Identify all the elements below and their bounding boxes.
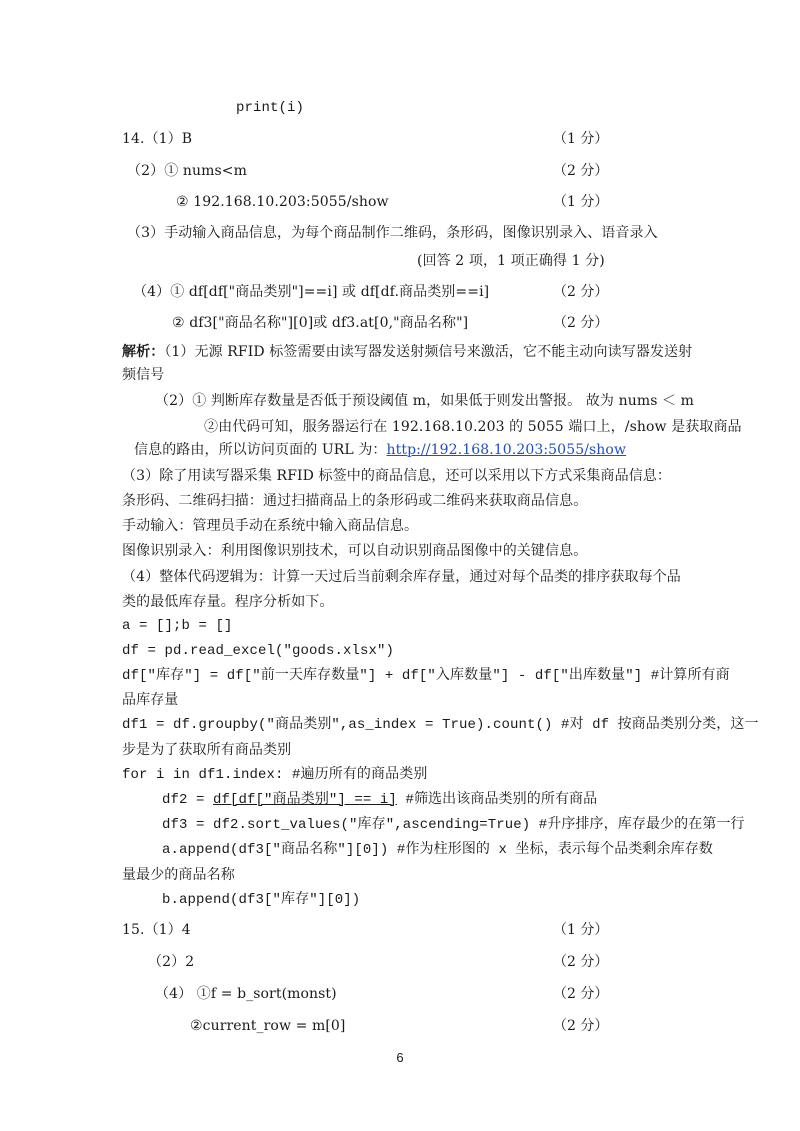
analysis-part4-line-1: （4）整体代码逻辑为：计算一天过后当前剩余库存量，通过对每个品类的排序获取每个品 [122,569,681,585]
score-q15-1: （1 分） [553,922,609,938]
analysis-part2-line-1: （2）① 判断库存数量是否低于预设阈值 m，如果低于则发出警报。 故为 nums ＜ m [155,393,695,409]
code-line-read: df = pd.read_excel("goods.xlsx") [122,643,395,659]
q14-part2-answer-2: ② 192.168.10.203:5055/show [176,194,389,210]
q14-part1-answer: 14.（1）B [122,131,193,147]
analysis-part4-line-2: 类的最低库存量。程序分析如下。 [122,594,334,610]
code-df2-filter: df[df["商品类别"] == i] [213,792,397,808]
code-df2-comment: #筛选出该商品类别的所有商品 [396,792,598,808]
show-url-link[interactable]: http://192.168.10.203:5055/show [386,442,627,458]
score-q14-4-2: （2 分） [553,315,609,331]
analysis-part3-line-4: 图像识别录入：利用图像识别技术，可以自动识别商品图像中的关键信息。 [122,543,588,559]
code-line-stock: df["库存"] = df["前一天库存数量"] + df["入库数量"] - df["出库数量"] #计算所有商 [122,668,730,684]
code-line-df3: df3 = df2.sort_values("库存",ascending=True) #升序排序，库存最少的在第一行 [162,817,745,833]
page-number: 6 [396,1050,404,1065]
q15-part1-answer: 15.（1）4 [122,922,191,938]
q15-part4-answer-1: （4） ①f = b_sort(monst) [155,986,337,1002]
score-q14-4-1: （2 分） [553,284,609,300]
analysis-part3-line-3: 手动输入：管理员手动在系统中输入商品信息。 [122,518,419,534]
analysis-line-2: 频信号 [122,367,165,383]
code-line-print: print(i) [236,100,305,116]
score-q14-2-2: （1 分） [553,194,609,210]
code-line-append-a: a.append(df3["商品名称"][0]) #作为柱形图的 x 坐标，表示每个品类剩余库存数 [162,842,713,858]
url-intro: 信息的路由，所以访问页面的 URL 为： [134,442,387,458]
q15-part2-answer: （2）2 [148,954,195,970]
code-line-df2 [162,790,597,810]
code-line-append-b: b.append(df3["库存"][0]) [162,892,361,908]
code-comment-groupby-cont: 步是为了获取所有商品类别 [122,742,292,758]
analysis-part3-line-2: 条形码、二维码扫描：通过扫描商品上的条形码或二维码来获取商品信息。 [122,493,588,509]
analysis-part2-line-2: ②由代码可知，服务器运行在 192.168.10.203 的 5055 端口上，/show 是获取商品 [204,419,742,435]
q14-part4-answer-2: ② df3["商品名称"][0]或 df3.at[0,"商品名称"] [172,315,469,331]
code-line-for: for i in df1.index: #遍历所有的商品类别 [122,767,428,783]
analysis-part3-line-1: （3）除了用读写器采集 RFID 标签中的商品信息，还可以采用以下方式采集商品信息： [122,468,672,484]
q14-part3-answer: （3）手动输入商品信息，为每个商品制作二维码，条形码，图像识别录入、语音录入 [127,225,658,241]
score-q15-2: （2 分） [553,954,609,970]
code-comment-append-cont: 量最少的商品名称 [122,867,235,883]
analysis-label: 解析： [122,344,165,360]
score-q14-1: （1 分） [553,131,609,147]
code-line-init: a = [];b = [] [122,618,233,634]
analysis-part2-line-3 [134,440,626,460]
code-line-groupby: df1 = df.groupby("商品类别",as_index = True).count() #对 df 按商品类别分类，这一 [122,717,759,733]
score-q15-4-1: （2 分） [553,986,609,1002]
q15-part4-answer-2: ②current_row = m[0] [190,1018,346,1034]
q14-part3-note: (回答 2 项，1 项正确得 1 分) [417,253,605,269]
analysis-text: （1）无源 RFID 标签需要由读写器发送射频信号来激活，它不能主动向读写器发送射 [164,344,693,360]
score-q15-4-2: （2 分） [553,1018,609,1034]
score-q14-2-1: （2 分） [553,163,609,179]
code-comment-stock-cont: 品库存量 [122,692,179,708]
q14-part2-answer-1: （2）① nums<m [127,163,247,179]
q14-part4-answer-1: （4）① df[df["商品类别"]==i] 或 df[df.商品类别==i] [133,284,490,300]
code-df2-assign: df2 = [162,792,214,808]
analysis-line-1 [122,342,692,362]
